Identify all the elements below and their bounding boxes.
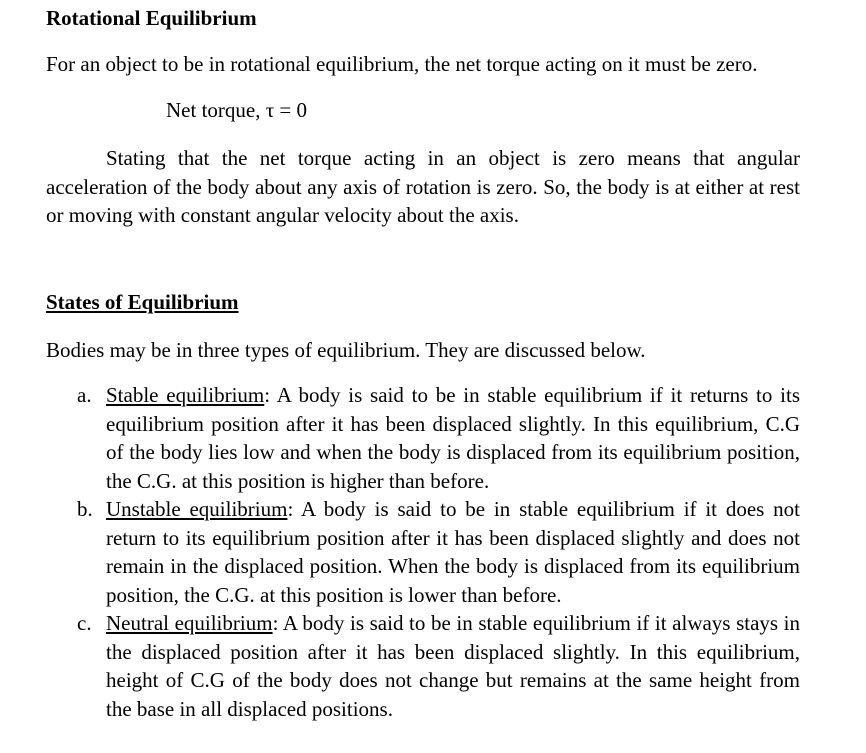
equilibrium-types-list (46, 381, 800, 723)
states-of-equilibrium-intro: Bodies may be in three types of equilibrium. They are discussed below. (46, 338, 646, 362)
definition-neutral-equilibrium: : A body is said to be in stable equilibrium if it always stays in the displaced position after it has been displaced slightly. In this equilibrium, height of C.G of the body does not change but remains at the same height from the base in all displaced positions. (106, 611, 800, 721)
definition-stable-equilibrium: : A body is said to be in stable equilibrium if it returns to its equilibrium position after it has been displaced slightly. In this equilibrium, C.G of the body lies low and when the body is displaced from its equilibrium position, the C.G. at this position is higher than before. (106, 383, 800, 493)
term-unstable-equilibrium: Unstable equilibrium (106, 497, 288, 521)
list-marker: a. (77, 383, 92, 407)
list-item-stable-equilibrium (46, 381, 800, 495)
term-stable-equilibrium: Stable equilibrium (106, 383, 265, 407)
list-marker: b. (77, 497, 93, 521)
list-item-unstable-equilibrium (46, 495, 800, 609)
list-item-neutral-equilibrium (46, 609, 800, 723)
rotational-equilibrium-intro: For an object to be in rotational equilibrium, the net torque acting on it must be zero. (46, 52, 758, 76)
rotational-equilibrium-explanation: Stating that the net torque acting in an object is zero means that angular acceleration of the body about any axis of rotation is zero. So, the body is at either at rest or moving with constant angular velocity about the axis. (46, 146, 800, 227)
section-heading-states-of-equilibrium: States of Equilibrium (46, 290, 239, 314)
net-torque-formula: Net torque, τ = 0 (166, 98, 308, 122)
term-neutral-equilibrium: Neutral equilibrium (106, 611, 273, 635)
section-heading-rotational-equilibrium: Rotational Equilibrium (46, 6, 257, 30)
definition-unstable-equilibrium: : A body is said to be in stable equilibrium if it does not return to its equilibrium position after it has been displaced slightly and does not remain in the displaced position. When the body is displaced from its equilibrium position, the C.G. at this position is lower than before. (106, 497, 800, 607)
list-marker: c. (77, 611, 92, 635)
